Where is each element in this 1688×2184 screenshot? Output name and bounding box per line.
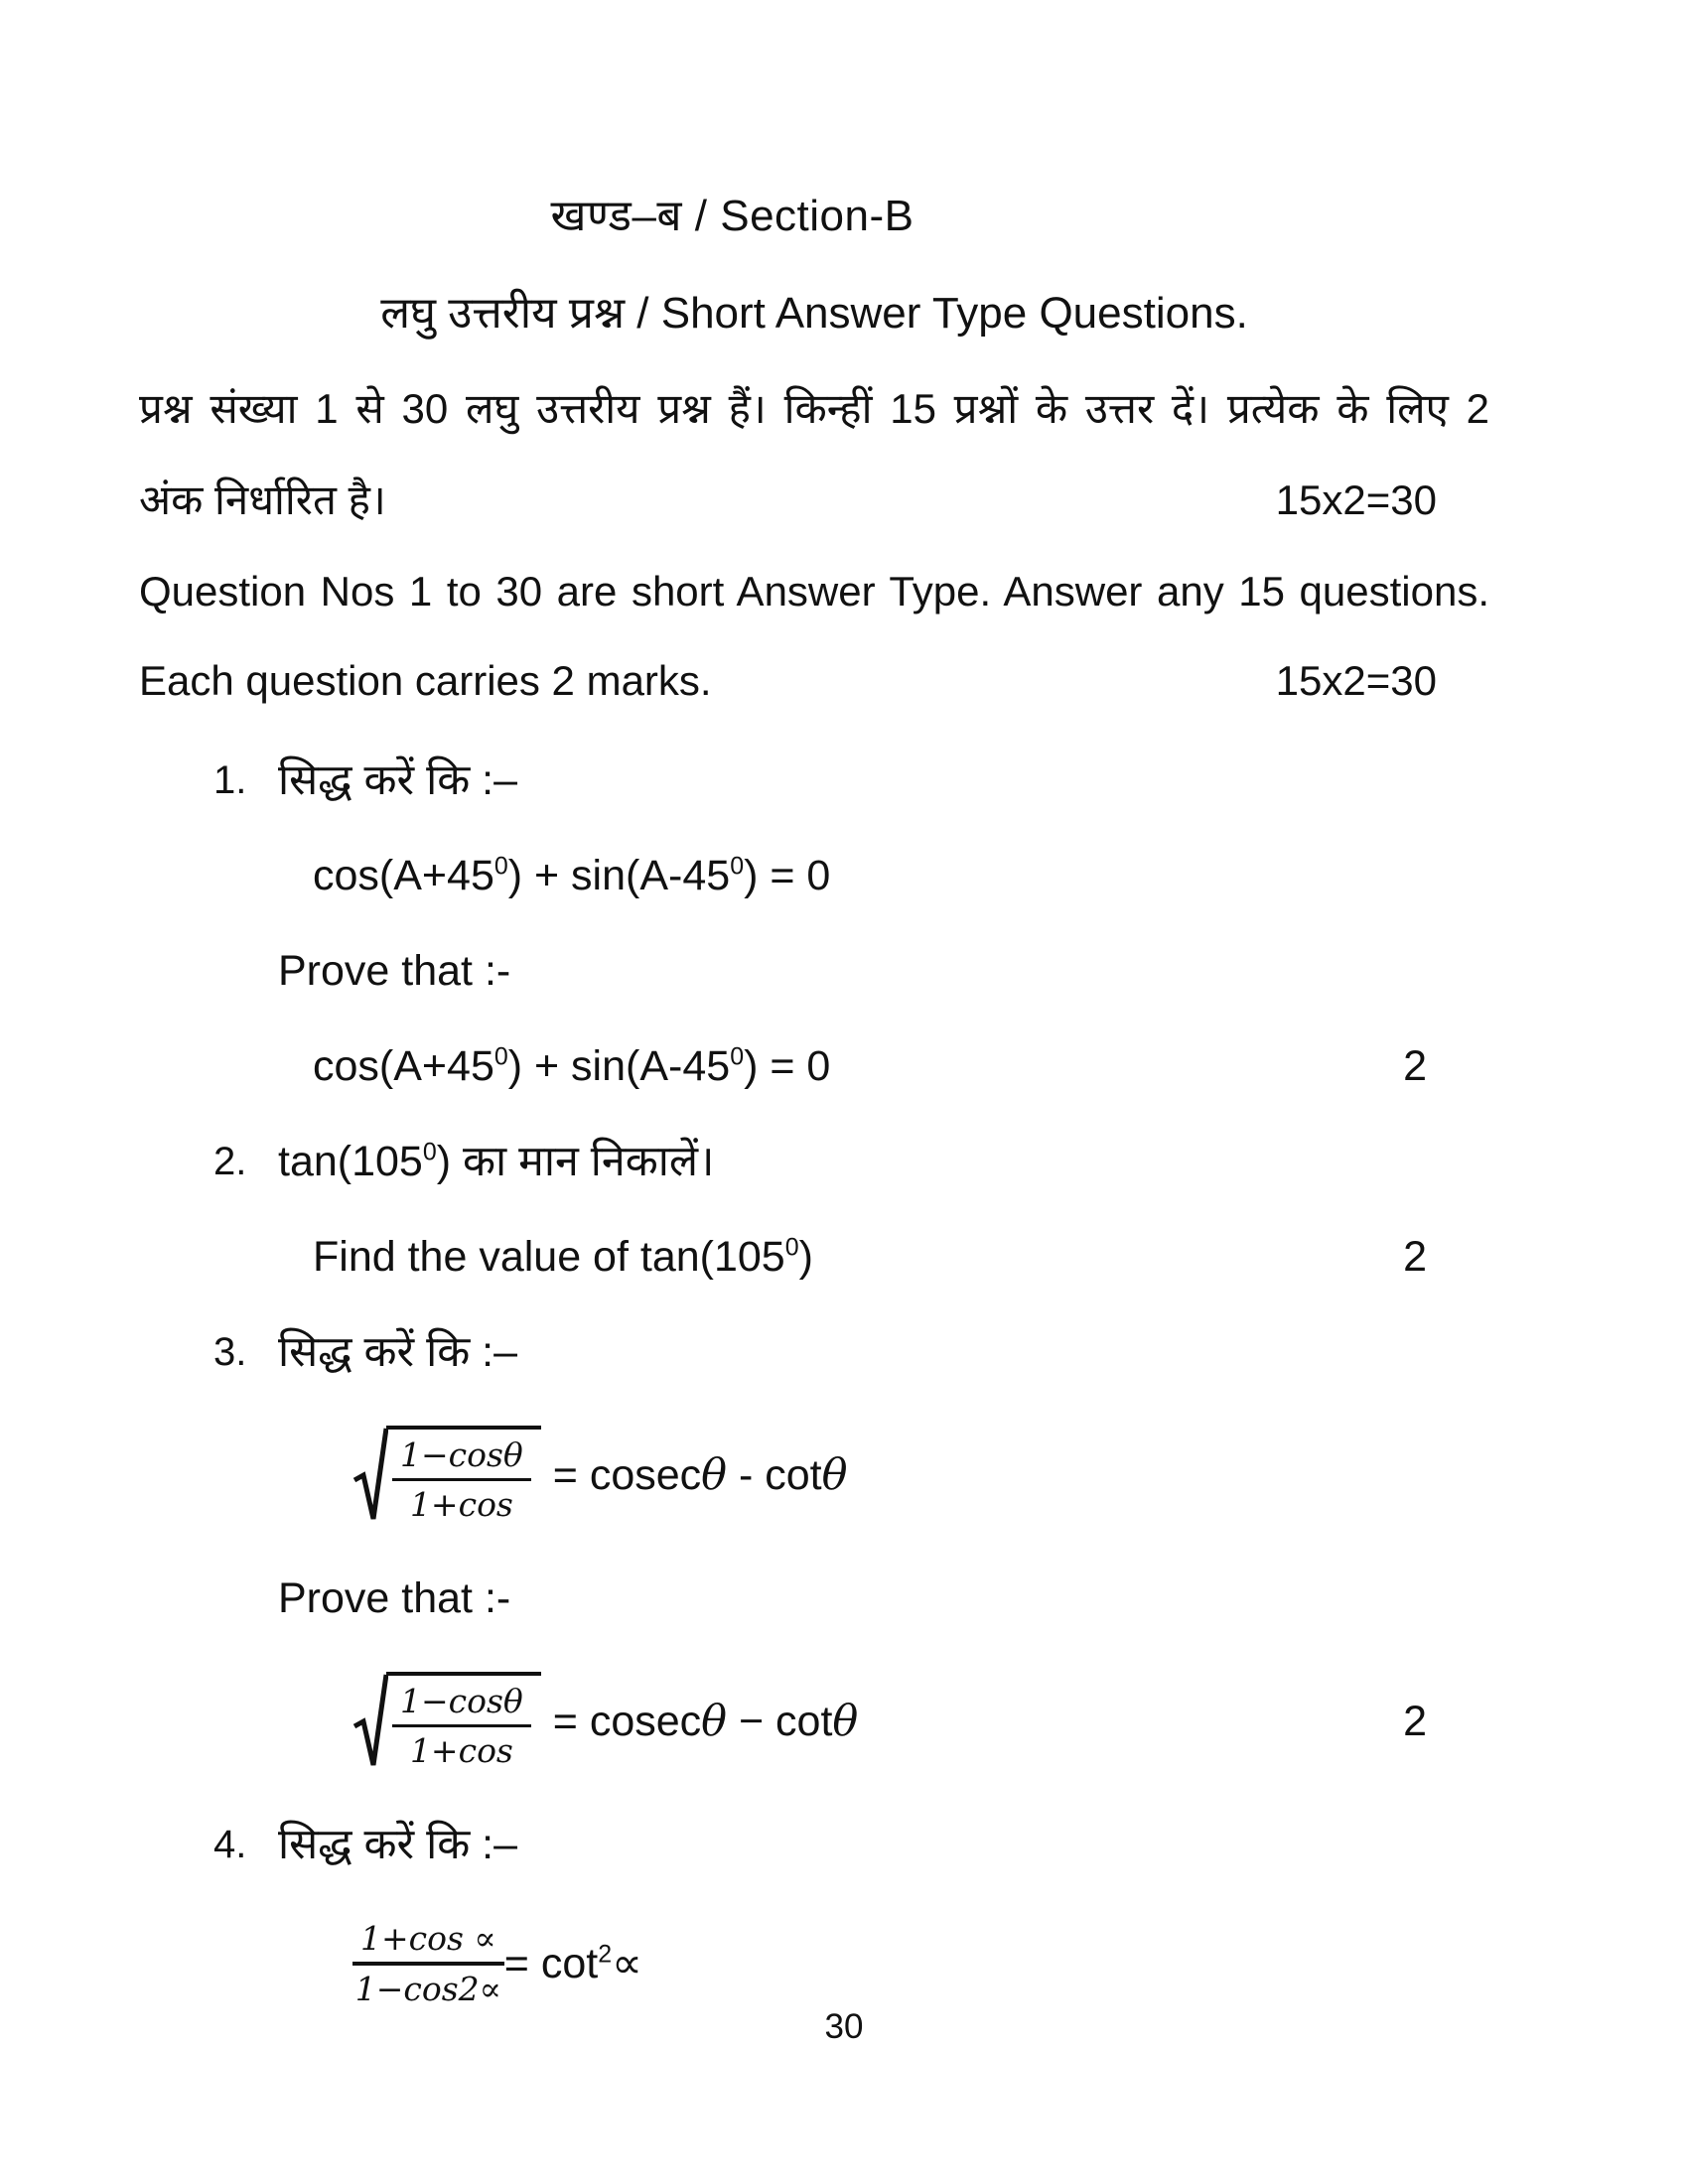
math-variable: θ (832, 1697, 859, 1746)
question-marks: 2 (1403, 1042, 1427, 1090)
question-line (352, 1420, 1489, 1531)
text-segment: = cosec (552, 1451, 702, 1499)
question-line (278, 1570, 1489, 1626)
text-segment: = cosec (552, 1698, 702, 1745)
superscript: 0 (730, 1042, 745, 1071)
text-segment: ) + sin(A-45 (507, 1042, 731, 1090)
question-row (139, 1324, 1489, 1817)
text-segment: Find the value of tan(105 (313, 1233, 785, 1281)
text-segment: cos(A+45 (313, 1042, 494, 1090)
superscript: 0 (422, 1138, 437, 1166)
hindi-instruction-line-2 (139, 471, 1489, 530)
superscript: 0 (493, 1042, 508, 1071)
text-segment: ) + sin(A-45 (507, 852, 731, 899)
text-segment: - cot (727, 1451, 822, 1499)
text-segment: ) = 0 (744, 852, 831, 899)
questions-list (139, 752, 1489, 2055)
section-title: खण्ड–ब / Section-B (550, 192, 914, 240)
superscript: 0 (493, 852, 508, 881)
question-content (278, 1134, 1489, 1324)
equation-right-side (504, 1940, 642, 1987)
text-segment: Prove that :- (278, 947, 511, 995)
page-number: 30 (824, 2007, 864, 2046)
text-segment: Prove that :- (278, 1574, 511, 1622)
text-segment: ) = 0 (744, 1042, 831, 1090)
fraction (352, 1918, 504, 2009)
english-instruction-line-2 (139, 655, 1489, 707)
text-segment: ) (798, 1233, 813, 1281)
radical-sign-icon (352, 1426, 388, 1525)
english-marks-scheme: 15x2=30 (1275, 657, 1437, 704)
superscript: 2 (598, 1940, 613, 1969)
text-segment: सिद्ध करें कि :– (278, 1821, 518, 1868)
question-number: 2. (213, 1140, 247, 1183)
text-segment: cos(A+45 (313, 852, 494, 899)
question-marks: 2 (1403, 1698, 1427, 1745)
question-line (313, 848, 1489, 903)
text-segment: ) (436, 1138, 463, 1185)
fraction (392, 1681, 531, 1771)
question-line (352, 1666, 1489, 1777)
english-instruction-line-2-text: Each question carries 2 marks. (139, 657, 712, 704)
question-row (139, 1134, 1489, 1324)
question-line (313, 1038, 1489, 1094)
question-line (352, 1912, 1489, 2015)
question-line (278, 943, 1489, 999)
math-variable: θ (701, 1697, 728, 1746)
text-segment: ∝ (612, 1940, 642, 1987)
section-subtitle: लघु उत्तरीय प्रश्न / Short Answer Type Questions. (380, 289, 1248, 338)
fraction-denominator: 1+cos (409, 1731, 513, 1770)
english-instruction-line-1: Question Nos 1 to 30 are short Answer Type. Answer any 15 questions. (139, 568, 1489, 614)
fraction-denominator: 1+cos (409, 1485, 513, 1524)
question-line (278, 1324, 1489, 1380)
square-root-expression (352, 1672, 541, 1771)
radicand (386, 1426, 541, 1525)
fraction (392, 1434, 531, 1525)
fraction-denominator: 1−cos2∝ (354, 1970, 502, 2008)
fraction-numerator: 1+cos ∝ (352, 1918, 504, 1966)
square-root-expression (352, 1426, 541, 1525)
text-segment: सिद्ध करें कि :– (278, 756, 518, 804)
text-segment: tan(105 (278, 1138, 423, 1185)
text-segment: सिद्ध करें कि :– (278, 1328, 518, 1376)
equation-right-side (541, 1698, 859, 1745)
text-segment: का मान निकालें। (463, 1138, 715, 1185)
hindi-instruction-line-1: प्रश्न संख्या 1 से 30 लघु उत्तरीय प्रश्न हैं। किन्हीं 15 प्रश्नों के उत्तर दें। प्रत्येक के लिए 2 (139, 385, 1489, 432)
question-number: 3. (213, 1330, 247, 1374)
question-number: 4. (213, 1823, 247, 1866)
question-row (139, 752, 1489, 1134)
text-segment: = cot (503, 1940, 599, 1987)
text-segment: − cot (727, 1698, 833, 1745)
radical-sign-icon (352, 1672, 388, 1771)
math-variable: θ (701, 1450, 728, 1500)
fraction-numerator: 1−cosθ (392, 1681, 531, 1727)
question-content (278, 1324, 1489, 1817)
fraction-numerator: 1−cosθ (392, 1434, 531, 1481)
question-line (278, 752, 1489, 808)
hindi-instruction-line-2-text: अंक निर्धारित है। (139, 477, 386, 523)
math-variable: θ (821, 1450, 848, 1500)
hindi-marks-scheme: 15x2=30 (1275, 477, 1437, 523)
equation-right-side (541, 1451, 848, 1499)
question-line (278, 1817, 1489, 1872)
superscript: 0 (784, 1233, 799, 1262)
radicand (386, 1672, 541, 1771)
question-line (313, 1229, 1489, 1285)
question-content (278, 752, 1489, 1134)
question-line (278, 1134, 1489, 1189)
superscript: 0 (730, 852, 745, 881)
question-marks: 2 (1403, 1233, 1427, 1281)
question-number: 1. (213, 758, 247, 802)
